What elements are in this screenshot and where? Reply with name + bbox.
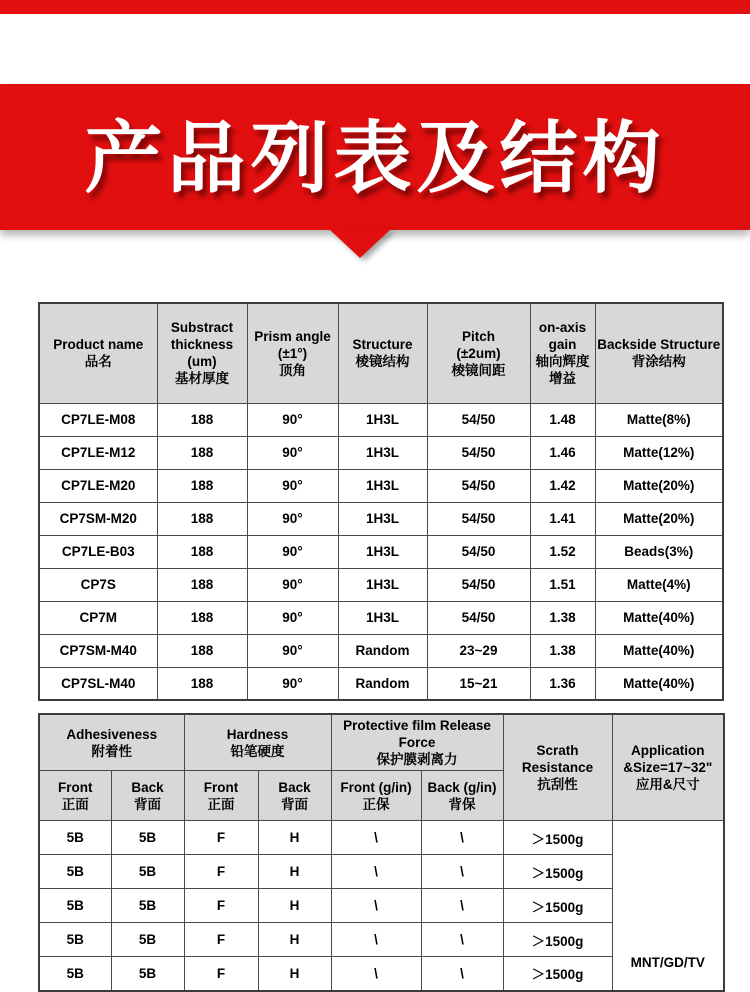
data-cell: 15~21 [427, 667, 530, 700]
header-sub-cell [111, 771, 184, 821]
header-line: 背面 [281, 796, 309, 812]
data-cell: 1H3L [338, 601, 427, 634]
application-value: MNT/GD/TV [630, 955, 705, 970]
header-group-cell [331, 714, 503, 771]
table-row [39, 821, 724, 855]
data-cell: 54/50 [427, 502, 530, 535]
data-cell: 1.42 [530, 469, 595, 502]
table-row [39, 667, 723, 700]
header-group-cell [184, 714, 331, 771]
table-row [39, 403, 723, 436]
data-cell: CP7SM-M40 [39, 634, 157, 667]
title-banner [0, 84, 750, 230]
data-cell: \ [421, 923, 503, 957]
data-cell: 54/50 [427, 601, 530, 634]
data-cell: 90° [247, 502, 338, 535]
data-cell: 1.36 [530, 667, 595, 700]
data-cell: 1H3L [338, 469, 427, 502]
data-cell: H [258, 923, 331, 957]
data-cell: 54/50 [427, 403, 530, 436]
data-cell: 188 [157, 469, 247, 502]
header-line: Protective film Release Force [343, 718, 491, 750]
data-cell: 90° [247, 535, 338, 568]
header-line: 背保 [448, 796, 476, 812]
data-cell: ＞1500g [503, 957, 612, 991]
data-cell: 1H3L [338, 436, 427, 469]
header-line: 正保 [362, 796, 390, 812]
data-cell: 1.48 [530, 403, 595, 436]
data-cell: 90° [247, 667, 338, 700]
data-cell: \ [331, 855, 421, 889]
data-cell: F [184, 923, 258, 957]
header-line: 正面 [61, 796, 89, 812]
header-line: &Size=17~32" [623, 760, 713, 775]
header-line: 抗刮性 [537, 777, 578, 792]
data-cell: CP7LE-M12 [39, 436, 157, 469]
data-cell: 54/50 [427, 568, 530, 601]
application-merged-cell [612, 821, 724, 991]
data-cell: 5B [111, 957, 184, 991]
data-cell: Matte(12%) [595, 436, 723, 469]
data-cell: 5B [39, 923, 111, 957]
table-row [39, 469, 723, 502]
data-cell: 5B [39, 889, 111, 923]
data-cell: H [258, 889, 331, 923]
header-line: Structure [352, 337, 413, 353]
header-line: on-axis gain [538, 320, 587, 353]
data-cell: Matte(8%) [595, 403, 723, 436]
data-cell: 54/50 [427, 535, 530, 568]
data-cell: Beads(3%) [595, 535, 723, 568]
data-cell: 1.41 [530, 502, 595, 535]
data-cell: ＞1500g [503, 889, 612, 923]
data-cell: Matte(40%) [595, 634, 723, 667]
data-cell: 188 [157, 436, 247, 469]
data-cell: CP7LE-M08 [39, 403, 157, 436]
data-cell: 1H3L [338, 502, 427, 535]
data-cell: F [184, 821, 258, 855]
data-cell: Matte(40%) [595, 601, 723, 634]
page-title: 产品列表及结构 [84, 114, 666, 202]
data-cell: Random [338, 634, 427, 667]
data-cell: Matte(40%) [595, 667, 723, 700]
data-cell: 54/50 [427, 469, 530, 502]
header-group-cell [503, 714, 612, 821]
header-line: Prism angle [254, 328, 331, 344]
header-line: Back (g/in) [427, 779, 497, 795]
data-cell: H [258, 957, 331, 991]
data-cell: 90° [247, 469, 338, 502]
header-sub-cell [421, 771, 503, 821]
data-cell: 5B [111, 889, 184, 923]
data-cell: 54/50 [427, 436, 530, 469]
header-line: Application [631, 743, 705, 758]
data-cell: 5B [111, 821, 184, 855]
header-line: 品名 [84, 354, 112, 370]
data-cell: ＞1500g [503, 923, 612, 957]
data-cell: 90° [247, 568, 338, 601]
data-cell: \ [331, 957, 421, 991]
data-cell: \ [331, 923, 421, 957]
data-cell: Matte(20%) [595, 469, 723, 502]
data-cell: 23~29 [427, 634, 530, 667]
header-line: Hardness [226, 726, 289, 742]
data-cell: 90° [247, 403, 338, 436]
table-row [39, 436, 723, 469]
data-cell: 188 [157, 568, 247, 601]
header-line: Product name [53, 337, 144, 353]
header-line: 附着性 [91, 743, 132, 759]
header-cell [530, 303, 595, 403]
data-cell: CP7SL-M40 [39, 667, 157, 700]
product-spec-table [38, 302, 724, 701]
header-sub-cell [258, 771, 331, 821]
data-cell: 90° [247, 634, 338, 667]
header-line: 保护膜剥离力 [376, 752, 458, 767]
data-cell: CP7M [39, 601, 157, 634]
header-group-cell [612, 714, 724, 821]
data-cell: 1H3L [338, 403, 427, 436]
header-line: Front [203, 779, 239, 795]
table-row [39, 634, 723, 667]
data-cell: ＞1500g [503, 855, 612, 889]
header-line: Backside Structure [597, 337, 721, 353]
data-cell: CP7LE-B03 [39, 535, 157, 568]
header-line: Pitch [461, 328, 495, 344]
table-row [39, 502, 723, 535]
data-cell: Matte(4%) [595, 568, 723, 601]
data-cell: 5B [39, 821, 111, 855]
header-sub-cell [184, 771, 258, 821]
header-line: Back [278, 779, 311, 795]
header-line: 铅笔硬度 [230, 743, 285, 759]
data-cell: \ [421, 957, 503, 991]
header-line: 轴向辉度增益 [535, 354, 590, 387]
data-cell: F [184, 889, 258, 923]
data-cell: \ [331, 821, 421, 855]
data-cell: CP7S [39, 568, 157, 601]
data-cell: 188 [157, 403, 247, 436]
table-row [39, 535, 723, 568]
banner-pointer-triangle [329, 229, 391, 258]
header-cell [427, 303, 530, 403]
data-cell: ＞1500g [503, 821, 612, 855]
data-cell: 5B [111, 923, 184, 957]
header-cell [338, 303, 427, 403]
data-cell: 188 [157, 502, 247, 535]
header-line: 背面 [134, 796, 161, 812]
data-cell: 5B [39, 957, 111, 991]
table-row [39, 601, 723, 634]
header-line: 背涂结构 [631, 354, 686, 370]
data-cell: 188 [157, 601, 247, 634]
header-cell [247, 303, 338, 403]
header-line: 正面 [207, 796, 235, 812]
data-cell: \ [421, 855, 503, 889]
data-cell: H [258, 821, 331, 855]
data-cell: H [258, 855, 331, 889]
header-group-cell [39, 714, 184, 771]
table-row [39, 568, 723, 601]
data-cell: 1.51 [530, 568, 595, 601]
data-cell: 5B [39, 855, 111, 889]
header-line: (±1°) [277, 345, 308, 361]
data-cell: 1.38 [530, 601, 595, 634]
data-cell: Matte(20%) [595, 502, 723, 535]
data-cell: 1.52 [530, 535, 595, 568]
data-cell: 1H3L [338, 535, 427, 568]
data-cell: F [184, 957, 258, 991]
data-cell: 188 [157, 634, 247, 667]
data-cell: CP7LE-M20 [39, 469, 157, 502]
header-line: 棱镜间距 [451, 362, 506, 378]
data-cell: 1.38 [530, 634, 595, 667]
header-sub-cell [39, 771, 111, 821]
header-line: 应用&尺寸 [635, 777, 700, 792]
data-cell: 188 [157, 667, 247, 700]
header-cell [39, 303, 157, 403]
data-cell: \ [421, 889, 503, 923]
header-line: Back [131, 779, 164, 795]
data-cell: 1.46 [530, 436, 595, 469]
data-cell: 188 [157, 535, 247, 568]
data-cell: \ [421, 821, 503, 855]
header-line: 棱镜结构 [355, 354, 410, 370]
header-cell [595, 303, 723, 403]
header-line: (±2um) [456, 345, 501, 361]
header-line: Scrath Resistance [521, 743, 594, 775]
header-line: 顶角 [279, 362, 306, 378]
data-cell: F [184, 855, 258, 889]
top-red-bar [0, 0, 750, 14]
header-cell [157, 303, 247, 403]
data-cell: CP7SM-M20 [39, 502, 157, 535]
data-cell: 5B [111, 855, 184, 889]
header-line: Adhesiveness [66, 726, 158, 742]
header-line: Substract thickness (um) [170, 320, 234, 370]
data-cell: 90° [247, 601, 338, 634]
data-cell: Random [338, 667, 427, 700]
surface-property-table [38, 713, 725, 992]
header-sub-cell [331, 771, 421, 821]
header-line: Front (g/in) [340, 779, 412, 795]
data-cell: 1H3L [338, 568, 427, 601]
header-line: 基材厚度 [175, 371, 229, 387]
data-cell: 90° [247, 436, 338, 469]
header-line: Front [58, 779, 93, 795]
data-cell: \ [331, 889, 421, 923]
